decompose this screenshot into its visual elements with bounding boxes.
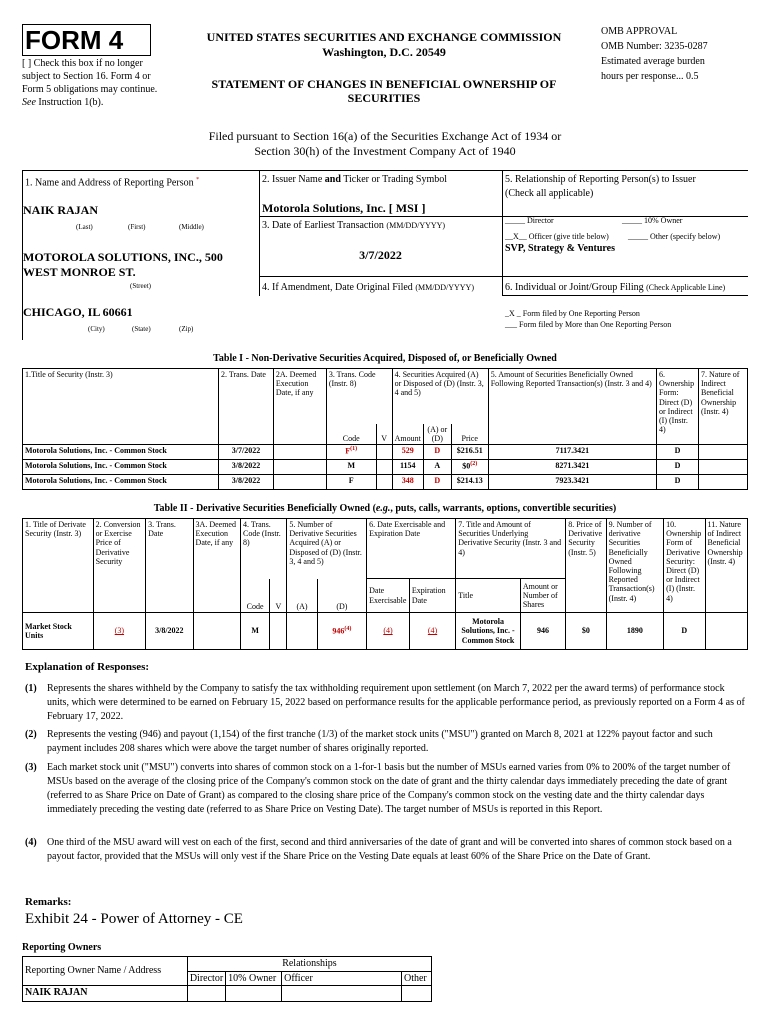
t2-sub-exp: Expiration Date	[409, 579, 455, 613]
remarks-heading: Remarks:	[25, 896, 72, 908]
last-name-label: (Last)	[76, 223, 93, 231]
t1-r2-owned: 7923.3421	[488, 474, 656, 489]
zip-label: (Zip)	[179, 325, 194, 333]
t2-h-underlying: 7. Title and Amount of Securities Underlying Derivative Security (Instr. 3 and 4)	[456, 519, 566, 579]
t2-h-exercisable: 6. Date Exercisable and Expiration Date	[367, 519, 456, 579]
t1-r0-amount: 529	[392, 444, 423, 459]
statement-title: STATEMENT OF CHANGES IN BENEFICIAL OWNERSHIP OF SECURITIES	[211, 77, 557, 105]
t1-r0-form: D	[657, 444, 699, 459]
t1-h-acquired: 4. Securities Acquired (A) or Disposed of (D) (Instr. 3, 4 and 5)	[392, 369, 488, 424]
t2-h-conv: 2. Conversion or Exercise Price of Derivative Security	[93, 519, 145, 613]
t1-r2-title: Motorola Solutions, Inc. - Common Stock	[23, 474, 219, 489]
t2-sub-title: Title	[456, 579, 521, 613]
city-label: (City)	[88, 325, 105, 333]
t2-sub-a: (A)	[287, 579, 317, 613]
address-line1: MOTOROLA SOLUTIONS, INC., 500	[23, 250, 223, 264]
t2-h-code: 4. Trans. Code (Instr. 8)	[240, 519, 286, 579]
explanation-heading: Explanation of Responses:	[25, 661, 150, 673]
owners-col-relationships: Relationships	[187, 957, 431, 972]
t1-h-title: 1.Title of Security (Instr. 3)	[23, 369, 219, 445]
form-title-box	[22, 24, 151, 56]
t1-r0-owned: 7117.3421	[488, 444, 656, 459]
burden-estimate: Estimated average burden	[601, 56, 705, 67]
earliest-transaction-label: 3. Date of Earliest Transaction (MM/DD/YYYY)	[262, 220, 446, 231]
t2-sub-d: (D)	[317, 579, 366, 613]
t2-h-price: 8. Price of Derivative Security (Instr. 5)	[566, 519, 606, 613]
t1-h-form: 6. Ownership Form: Direct (D) or Indirect (I) (Instr. 4)	[657, 369, 699, 445]
t2-r0-und-amount: 946	[520, 613, 565, 650]
t1-r1-code: M	[326, 459, 376, 474]
t2-r0-form: D	[664, 613, 705, 650]
table-row	[23, 613, 748, 650]
t2-sub-code: Code	[240, 579, 269, 613]
t2-h-number: 5. Number of Derivative Securities Acquired (A) or Disposed of (D) (Instr. 3, 4 and 5)	[287, 519, 367, 579]
t1-sub-amount: Amount	[392, 424, 423, 445]
table2	[22, 518, 748, 650]
amendment-label: 4. If Amendment, Date Original Filed (MM/DD/YYYY)	[262, 282, 474, 293]
footnote-ref[interactable]: (2)	[470, 460, 478, 467]
t1-r1-price-cell: $0$^{(2)}$	[451, 459, 488, 474]
t1-r2-price: $214.13	[451, 474, 488, 489]
t1-r0-ad: D	[423, 444, 451, 459]
reporting-person-label: 1. Name and Address of Reporting Person *	[25, 177, 200, 189]
t1-r1-title: Motorola Solutions, Inc. - Common Stock	[23, 459, 219, 474]
t2-sub-v: V	[270, 579, 287, 613]
t2-r0-price: $0	[566, 613, 606, 650]
relationship-label: 5. Relationship of Reporting Person(s) to Issuer (Check all applicable)	[505, 174, 696, 199]
owners-col-officer: Officer	[282, 971, 402, 986]
table2-title: Table II - Derivative Securities Beneficially Owned (e.g., puts, calls, warrants, options, convertible securities)	[153, 503, 617, 514]
t1-sub-v: V	[376, 424, 392, 445]
t1-r2-ad: D	[423, 474, 451, 489]
t1-r0-date: 3/7/2022	[219, 444, 274, 459]
issuer-label: 2. Issuer Name and Ticker or Trading Symbol	[262, 174, 448, 185]
table-row	[23, 444, 748, 459]
remarks-text: Exhibit 24 - Power of Attorney - CE	[25, 911, 243, 927]
table-row	[23, 474, 748, 489]
t1-r1-ad: A	[423, 459, 451, 474]
t2-r0-und-title: Motorola Solutions, Inc. - Common Stock	[456, 613, 521, 650]
t1-r2-amount: 348	[392, 474, 423, 489]
footnote-ref[interactable]: (1)	[350, 445, 358, 452]
t1-r0-code-cell: $F^{(1)}$	[326, 444, 376, 459]
t2-r0-date: 3/8/2022	[146, 613, 193, 650]
t2-r0-d-cell: 946$^{(4)}$	[317, 613, 366, 650]
footnote-4: (4) One third of the MSU award will vest on each of the first, second and third anniversaries of the date of grant and will be converted into shares of common stock based on a payout factor, provided that the MSUs will only vest if the Share Price on the Vesting Date equals at least 60% of the Share Price on the Date of Grant.	[25, 837, 732, 862]
t1-r0-title: Motorola Solutions, Inc. - Common Stock	[23, 444, 219, 459]
owners-col-other: Other	[401, 971, 431, 986]
owners-col-name: Reporting Owner Name / Address	[23, 957, 188, 986]
table-row	[23, 459, 748, 474]
t2-h-title: 1. Title of Derivate Security (Instr. 3)	[23, 519, 94, 613]
footnote-ref[interactable]: (4)	[344, 626, 352, 633]
t1-r2-date: 3/8/2022	[219, 474, 274, 489]
table1	[22, 368, 748, 490]
t1-sub-code: Code	[326, 424, 376, 445]
address-line2: WEST MONROE ST.	[23, 265, 136, 279]
t2-r0-title: Market Stock Units	[23, 613, 94, 650]
t2-h-form: 10. Ownership Form of Derivative Security: Direct (D) or Indirect (I) (Instr. 4)	[664, 519, 705, 613]
one-person-option[interactable]: _X _ Form filed by One Reporting Person	[505, 309, 640, 318]
filed-pursuant-line1: Filed pursuant to Section 16(a) of the Securities Exchange Act of 1934 or	[208, 129, 562, 143]
owners-col-ten: 10% Owner	[226, 971, 282, 986]
officer-title: SVP, Strategy & Ventures	[505, 243, 616, 254]
state-label: (State)	[132, 325, 151, 333]
omb-number: OMB Number: 3235-0287	[601, 41, 708, 52]
omb-approval: OMB APPROVAL	[601, 26, 678, 37]
t1-sub-price: Price	[451, 424, 488, 445]
earliest-transaction-date: 3/7/2022	[359, 248, 402, 262]
issuer-name: Motorola Solutions, Inc. [ MSI ]	[262, 201, 426, 215]
omb-approval-box	[601, 24, 751, 84]
t1-r2-code: F	[326, 474, 376, 489]
director-option[interactable]: _____ Director	[505, 216, 554, 225]
footnote-1: (1) Represents the shares withheld by the Company to satisfy the tax withholding requirement upon settlement (on March 7, 2022 per the award terms) of performance stock units, which were determined to be earned on February 15, 2022 based on performance results for the applicable performance period, as previously reported on a Form 4 as of February 17, 2022.	[25, 683, 745, 722]
t1-r0-price: $216.51	[451, 444, 488, 459]
joint-filing-label: 6. Individual or Joint/Group Filing (Check Applicable Line)	[505, 282, 726, 293]
t2-r0-owned: 1890	[606, 613, 664, 650]
t2-h-deemed: 3A. Deemed Execution Date, if any	[193, 519, 240, 613]
owner-name: NAIK RAJAN	[23, 986, 188, 1002]
middle-name-label: (Middle)	[179, 223, 204, 231]
t1-sub-aord: (A) or (D)	[423, 424, 451, 445]
footnote-ref[interactable]: (4)	[367, 613, 410, 650]
footnote-2: (2) Represents the vesting (946) and payout (1,154) of the first tranche (1/3) of the market stock units ("MSU") granted on March 8, 2021 at 122% payout factor and such payment includes 208 shares which were above the target number of shares originally reported.	[25, 729, 713, 754]
reporting-person-name: NAIK RAJAN	[23, 203, 98, 217]
t1-r1-date: 3/8/2022	[219, 459, 274, 474]
t1-r1-form: D	[657, 459, 699, 474]
table-row	[23, 986, 432, 1002]
t1-h-owned: 5. Amount of Securities Beneficially Owned Following Reported Transaction(s) (Instr. 3 and 4)	[488, 369, 656, 445]
t1-r2-form: D	[657, 474, 699, 489]
t1-h-deemed: 2A. Deemed Execution Date, if any	[273, 369, 326, 445]
form-title: FORM 4	[25, 25, 124, 55]
t2-h-date: 3. Trans. Date	[146, 519, 193, 613]
t1-h-code: 3. Trans. Code (Instr. 8)	[326, 369, 392, 424]
street-label: (Street)	[130, 282, 151, 290]
t2-h-nature: 11. Nature of Indirect Beneficial Ownership (Instr. 4)	[705, 519, 748, 613]
t2-sub-amount: Amount or Number of Shares	[520, 579, 565, 613]
ten-percent-owner-option[interactable]: _____ 10% Owner	[622, 216, 683, 225]
t2-h-owned: 9. Number of derivative Securities Beneficially Owned Following Reported Transaction(s) (Instr. 4)	[606, 519, 664, 613]
other-option[interactable]: _____ Other (specify below)	[628, 232, 721, 241]
t2-r0-code: M	[240, 613, 269, 650]
t1-h-date: 2. Trans. Date	[219, 369, 274, 445]
agency-name: UNITED STATES SECURITIES AND EXCHANGE COMMISSION	[206, 30, 562, 44]
footnote-ref[interactable]: (3)	[93, 613, 145, 650]
t1-h-nature: 7. Nature of Indirect Beneficial Ownership (Instr. 4)	[699, 369, 748, 445]
owners-table	[22, 956, 432, 1002]
city-state-zip: CHICAGO, IL 60661	[23, 305, 133, 319]
owners-col-director: Director	[187, 971, 225, 986]
t1-r1-amount: 1154	[392, 459, 423, 474]
t1-r1-owned: 8271.3421	[488, 459, 656, 474]
agency-location: Washington, D.C. 20549	[322, 45, 446, 59]
footnote-ref[interactable]: (4)	[409, 613, 455, 650]
first-name-label: (First)	[128, 223, 146, 231]
officer-option[interactable]: __X__ Officer (give title below)	[505, 232, 609, 241]
burden-hours: hours per response... 0.5	[601, 71, 699, 82]
footnote-ref[interactable]: *	[196, 177, 200, 183]
filed-pursuant-line2: Section 30(h) of the Investment Company Act of 1940	[254, 144, 516, 158]
t2-sub-date-ex: Date Exercisable	[367, 579, 410, 613]
owners-heading: Reporting Owners	[22, 942, 102, 953]
table1-title: Table I - Non-Derivative Securities Acquired, Disposed of, or Beneficially Owned	[213, 353, 557, 364]
footnote-3: (3) Each market stock unit ("MSU") converts into shares of common stock on a 1-for-1 basis but the number of MSUs earned varies from 0% to 200% of the target number of MSUs based on the average of the closing price of the Company's common stock on the date of grant and the thirty calendar days immediately preceding the date of grant (referred to as Share Price on Date of Grant) as compared to the closing share price of the Company's common stock on the vesting date and the thirty calendar days immediately preceding the vesting date (referred to as Share Price on Vesting Date). The target number of MSUs is reported in this Report.	[25, 762, 731, 815]
section16-checkbox-note[interactable]: [ ] Check this box if no longer subject to Section 16. Form 4 or Form 5 obligations may continue. See Instruction 1(b).	[22, 58, 158, 108]
multi-person-option[interactable]: ___ Form filed by More than One Reporting Person	[505, 320, 672, 329]
